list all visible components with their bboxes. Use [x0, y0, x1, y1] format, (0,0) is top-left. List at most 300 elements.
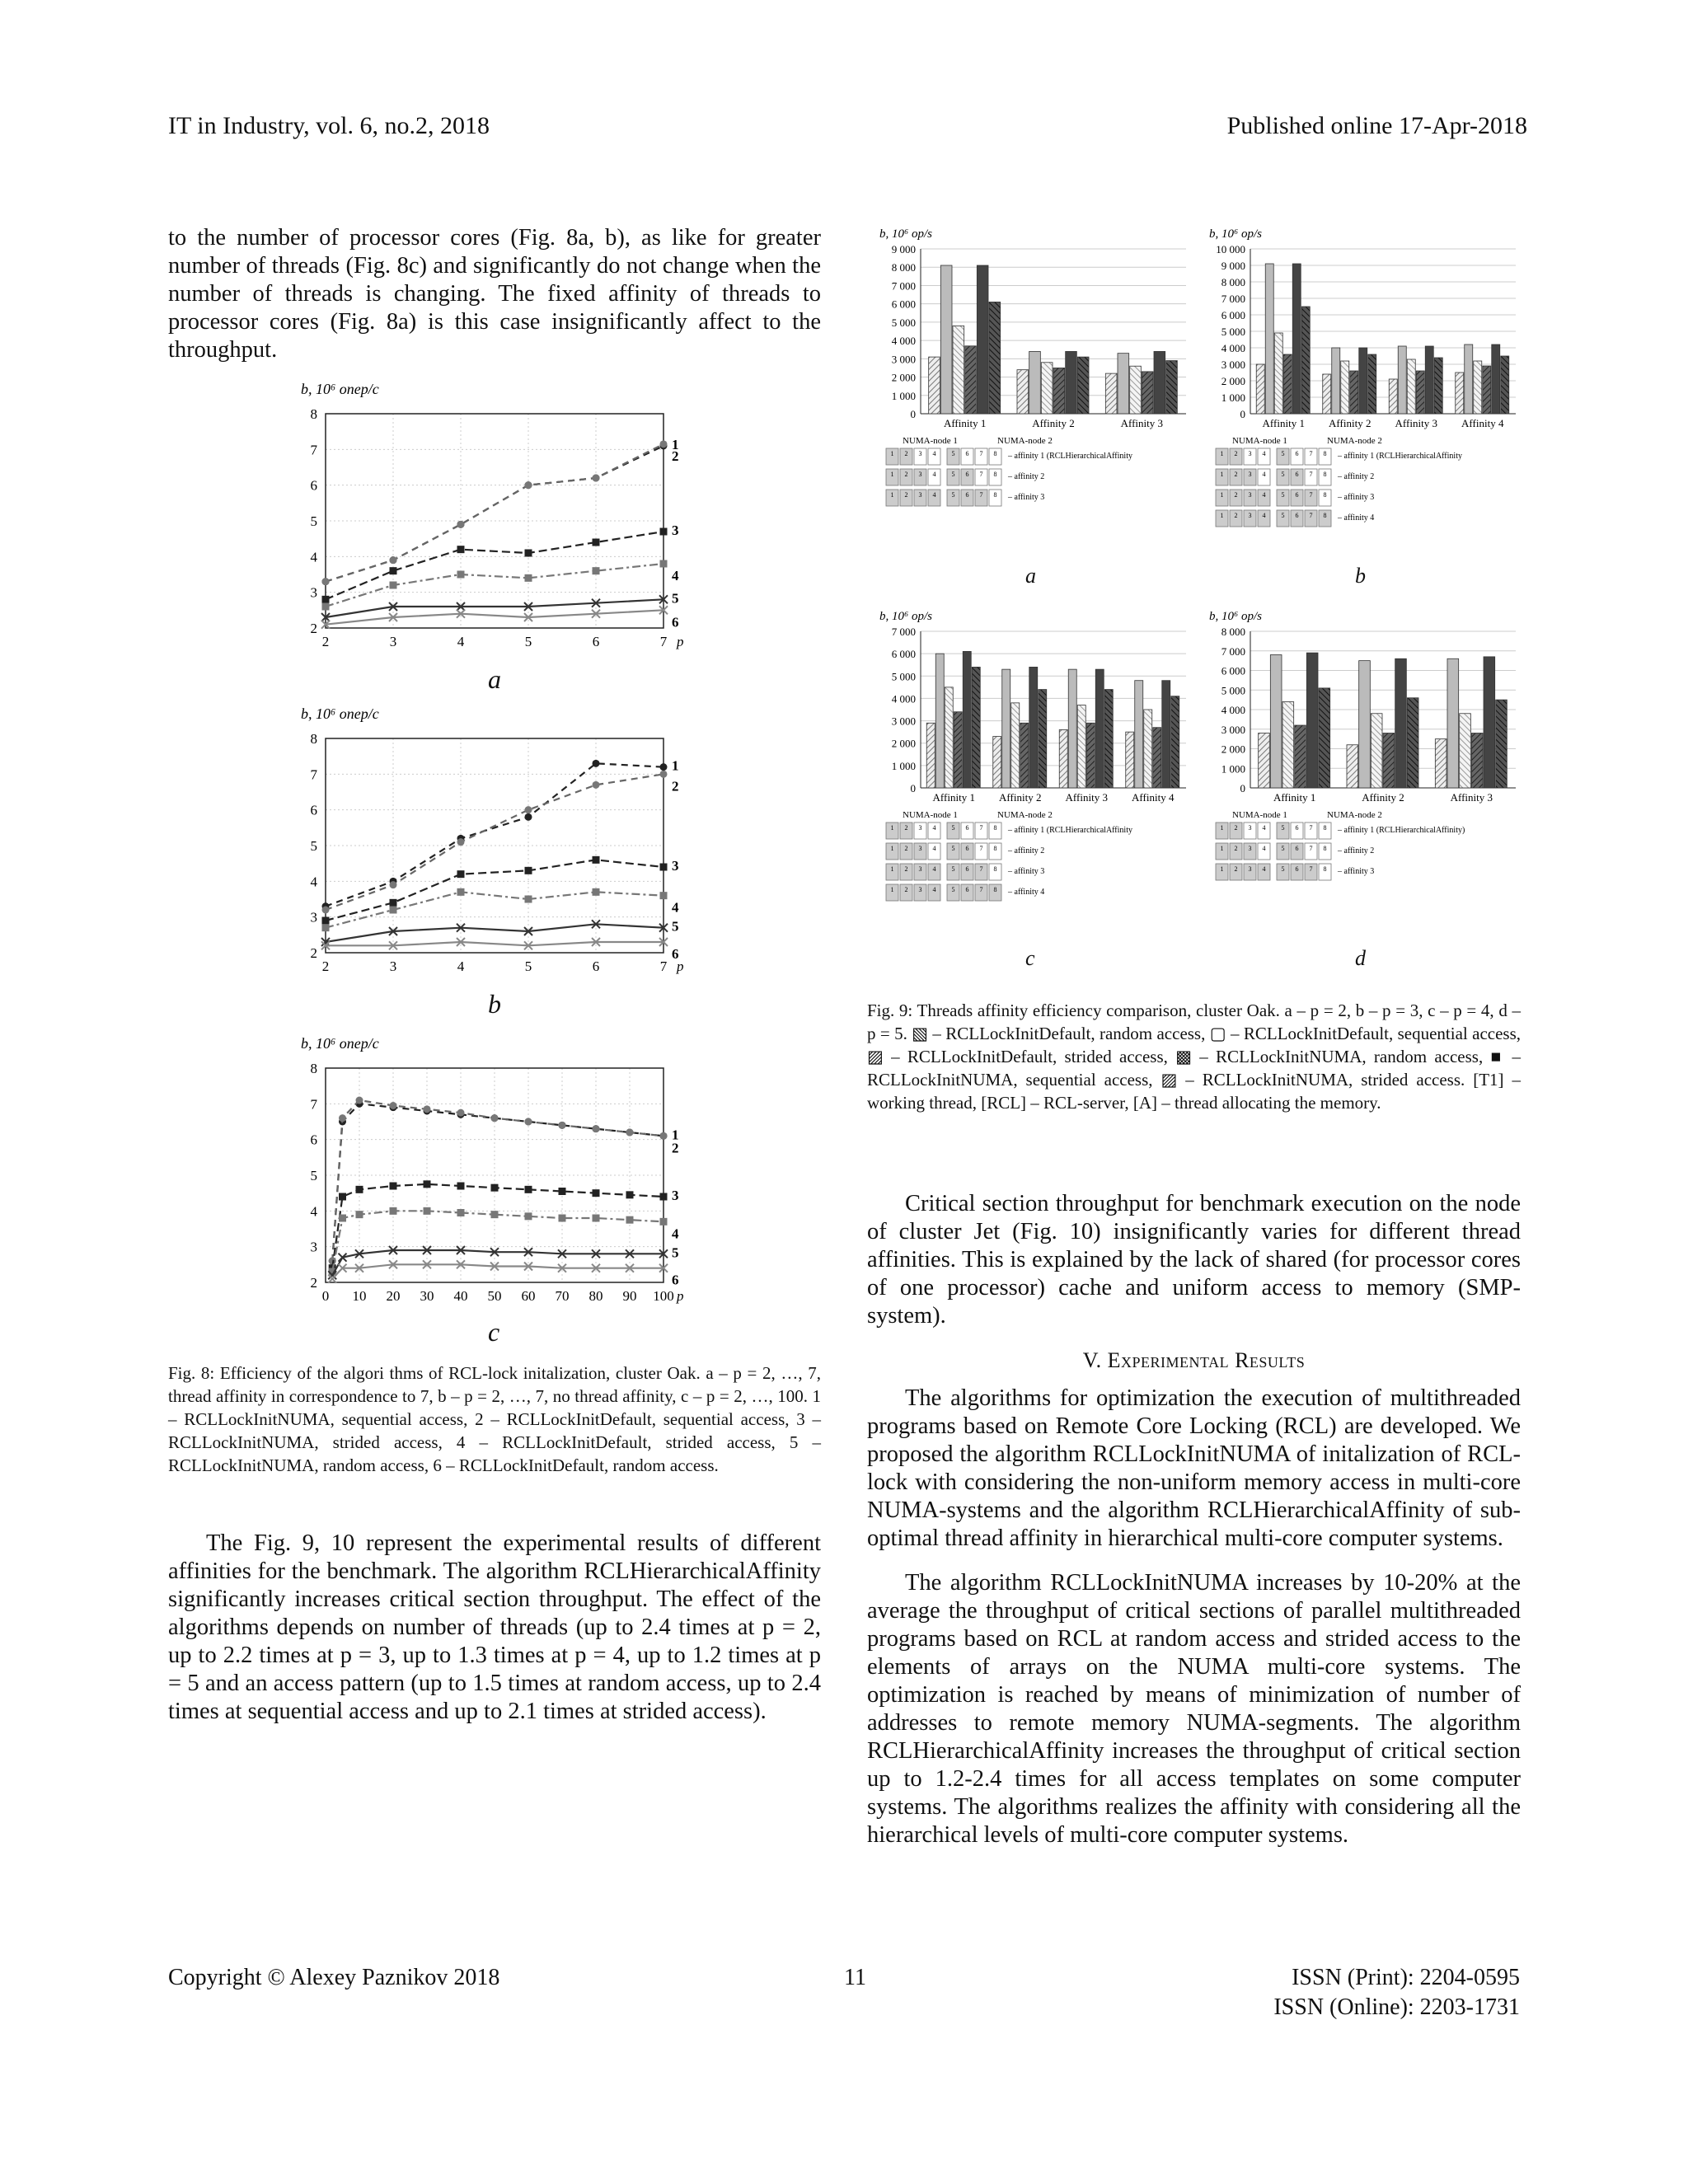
- data-point: [660, 892, 668, 899]
- y-tick-label: 2 000: [1221, 375, 1245, 387]
- core-number: 4: [1262, 471, 1266, 478]
- y-tick-label: 4: [310, 1203, 317, 1220]
- bar: [1171, 696, 1179, 788]
- fig8c-chart: [288, 1032, 701, 1312]
- core-number: 4: [1262, 865, 1266, 873]
- core-number: 4: [1262, 824, 1266, 832]
- series-line-6: [326, 942, 663, 945]
- category-label: Affinity 2: [999, 791, 1042, 804]
- bar: [1323, 374, 1331, 414]
- y-tick-label: 5 000: [891, 670, 916, 683]
- affinity-row-label: – affinity 2: [1338, 846, 1375, 855]
- y-tick-label: 5 000: [891, 316, 916, 329]
- category-label: Affinity 3: [1065, 791, 1108, 804]
- core-number: 3: [918, 450, 922, 457]
- core-number: 5: [951, 450, 955, 457]
- core-number: 2: [1234, 450, 1238, 457]
- bar: [1104, 690, 1113, 788]
- bar: [1347, 745, 1358, 788]
- data-point: [356, 1097, 363, 1104]
- data-point: [457, 1183, 465, 1190]
- category-label: Affinity 1: [943, 417, 987, 429]
- x-tick-label: 3: [389, 958, 397, 974]
- bar: [1130, 366, 1142, 414]
- y-tick-label: 8: [310, 406, 317, 422]
- y-tick-label: 2 000: [1221, 743, 1245, 756]
- bar: [1496, 700, 1507, 788]
- core-number: 1: [1220, 824, 1224, 832]
- data-point: [322, 917, 330, 925]
- bar: [1435, 739, 1447, 788]
- series-line-2: [332, 1100, 663, 1261]
- y-axis-label: b, 10⁶ op/s: [879, 610, 932, 623]
- right-paragraph-3: The algorithm RCLLockInitNUMA increases by 10-20% at the average the throughput of critical sections of parallel multithreaded programs based on RCL at random access and strided access to the elements of arrays on the NUMA multi-core systems. The optimization is reached by means of minimization of number of addresses to remote memory NUMA-segments. The algorithm RCLHierarchicalAffinity increases the throughput of critical section up to 1.2-2.4 times for all access templates on some computer systems. The algorithms realizes the affinity with considering all the hierarchical levels of multi-core computer systems.: [867, 1570, 1521, 1848]
- series-label: 5: [672, 918, 679, 935]
- y-tick-label: 6: [310, 477, 317, 494]
- data-point: [593, 760, 600, 767]
- affinity-row-label: – affinity 3: [1008, 493, 1045, 502]
- core-number: 7: [979, 824, 983, 832]
- fig8a-chart: [288, 377, 701, 658]
- left-body: [168, 1530, 821, 1742]
- data-point: [390, 1102, 397, 1109]
- data-point: [491, 1114, 499, 1122]
- data-point: [593, 475, 600, 482]
- bar: [1371, 714, 1382, 788]
- bar: [1126, 732, 1134, 788]
- bar: [1341, 361, 1349, 414]
- footer-issn-online: ISSN (Online): 2203-1731: [1273, 1994, 1520, 2020]
- data-point: [390, 881, 397, 888]
- series-line-6: [332, 1264, 663, 1278]
- data-point: [322, 924, 330, 931]
- data-point: [660, 1132, 668, 1140]
- core-number: 6: [1295, 471, 1299, 478]
- bar: [1142, 372, 1153, 414]
- core-number: 3: [1248, 450, 1252, 457]
- bar: [1144, 710, 1152, 788]
- numa-label: NUMA-node 2: [997, 436, 1053, 446]
- y-tick-label: 4 000: [1221, 704, 1245, 716]
- core-number: 6: [965, 471, 969, 478]
- bar: [1011, 703, 1020, 788]
- intro-paragraph: to the number of processor cores (Fig. 8a, b), as like for greater number of threads (Fig. 8c) and significantly do not change when the number of threads is changing. The fixed affinity of threads to processor cores (Fig. 8a) is this case insignificantly affect to the throughput.: [168, 225, 821, 363]
- core-number: 5: [951, 845, 955, 852]
- footer-page-number: 11: [844, 1965, 866, 1990]
- series-label: 6: [672, 946, 679, 962]
- x-axis-label: p: [677, 1288, 684, 1304]
- core-number: 4: [932, 450, 936, 457]
- core-number: 2: [1234, 845, 1238, 852]
- affinity-row-label: – affinity 3: [1008, 867, 1045, 876]
- y-axis-label: b, 10⁶ опер/с: [301, 381, 379, 397]
- bar: [1332, 348, 1340, 414]
- data-point: [525, 574, 532, 582]
- core-number: 5: [951, 471, 955, 478]
- x-tick-label: 0: [321, 1288, 330, 1304]
- fig8b-label: b: [488, 989, 501, 1019]
- x-axis-label: p: [677, 634, 684, 649]
- series-line-4: [326, 564, 663, 607]
- data-point: [339, 1215, 346, 1222]
- core-number: 4: [1262, 512, 1266, 519]
- y-axis-label: b, 10⁶ op/s: [1209, 610, 1262, 623]
- core-number: 6: [1295, 845, 1299, 852]
- affinity-row-label: – affinity 1 (RCLHierarchicalAffinity: [1008, 452, 1132, 461]
- series-label: 1: [672, 757, 679, 774]
- core-number: 5: [951, 824, 955, 832]
- core-number: 3: [918, 845, 922, 852]
- bar: [1077, 705, 1085, 788]
- core-number: 8: [993, 471, 997, 478]
- core-number: 1: [1220, 845, 1224, 852]
- bar: [1282, 702, 1294, 789]
- bar: [1270, 655, 1282, 789]
- bar: [1002, 669, 1010, 788]
- data-point: [593, 1125, 600, 1132]
- core-number: 5: [1281, 491, 1285, 499]
- bar: [1118, 354, 1129, 414]
- x-tick-label: 20: [386, 1288, 401, 1304]
- core-number: 4: [1262, 491, 1266, 499]
- category-label: Affinity 2: [1329, 417, 1372, 429]
- bar: [1259, 733, 1270, 789]
- x-axis-label: p: [677, 958, 684, 974]
- bar: [954, 712, 962, 788]
- affinity-row-label: – affinity 2: [1338, 472, 1375, 481]
- bar: [1407, 359, 1415, 414]
- series-label: 3: [672, 858, 679, 874]
- y-axis-label: b, 10⁶ op/s: [1209, 227, 1262, 241]
- core-number: 1: [890, 491, 894, 499]
- affinity-row-label: – affinity 3: [1338, 867, 1375, 876]
- y-tick-label: 5: [310, 838, 317, 854]
- series-label: 1: [672, 1127, 679, 1143]
- category-label: Affinity 4: [1461, 417, 1504, 429]
- core-number: 7: [1309, 471, 1313, 478]
- x-tick-label: 2: [321, 634, 330, 649]
- core-number: 2: [904, 471, 908, 478]
- series-label: 3: [672, 1188, 679, 1203]
- y-tick-label: 6: [310, 802, 317, 818]
- bar: [1434, 358, 1442, 414]
- data-point: [525, 1212, 532, 1220]
- bar: [1095, 669, 1104, 788]
- y-tick-label: 5: [310, 513, 317, 529]
- y-tick-label: 3 000: [891, 353, 916, 366]
- fig9b-chart: [1199, 224, 1529, 546]
- bar: [1484, 657, 1495, 788]
- y-tick-label: 4 000: [891, 335, 916, 348]
- y-tick-label: 0: [910, 782, 916, 794]
- core-number: 5: [1281, 824, 1285, 832]
- core-number: 7: [979, 865, 983, 873]
- bar: [963, 651, 971, 788]
- numa-label: NUMA-node 2: [1327, 810, 1382, 820]
- core-number: 7: [979, 450, 983, 457]
- core-number: 8: [1323, 471, 1327, 478]
- x-tick-label: 4: [457, 634, 465, 649]
- data-point: [660, 440, 668, 448]
- core-number: 6: [965, 886, 969, 893]
- y-tick-label: 2: [310, 1275, 317, 1291]
- bar: [1465, 344, 1473, 414]
- series-label: 4: [672, 568, 679, 583]
- x-tick-label: 70: [555, 1288, 570, 1304]
- series-label: 4: [672, 1226, 679, 1242]
- series-line-4: [326, 892, 663, 927]
- bar: [1265, 264, 1273, 414]
- core-number: 6: [1295, 512, 1299, 519]
- core-number: 1: [1220, 450, 1224, 457]
- core-number: 1: [1220, 491, 1224, 499]
- x-tick-label: 5: [524, 634, 532, 649]
- data-point: [390, 907, 397, 914]
- data-point: [390, 567, 397, 574]
- core-number: 7: [1309, 512, 1313, 519]
- bar: [1153, 728, 1161, 788]
- affinity-row-label: – affinity 4: [1338, 513, 1375, 523]
- bar: [1416, 371, 1424, 414]
- fig8c-label: c: [488, 1317, 500, 1347]
- x-tick-label: 90: [622, 1288, 637, 1304]
- core-number: 2: [904, 845, 908, 852]
- bar: [1501, 356, 1509, 414]
- fig9d-label: d: [1355, 946, 1366, 970]
- y-tick-label: 1 000: [1221, 762, 1245, 776]
- series-label: 1: [672, 437, 679, 452]
- x-tick-label: 4: [457, 958, 465, 974]
- bar: [989, 302, 1001, 414]
- right-paragraph-1: Critical section throughput for benchmark execution on the node of cluster Jet (Fig. 10) insignificantly varies for different thread affinities. This is explained by the lack of shared (for processor cores of one processor) cache and uniform access to memory (SMP-system).: [867, 1191, 1521, 1329]
- core-number: 3: [1248, 865, 1252, 873]
- fig9a-chart: [870, 224, 1199, 546]
- core-number: 2: [1234, 865, 1238, 873]
- core-number: 1: [890, 845, 894, 852]
- y-tick-label: 3: [310, 1239, 317, 1255]
- data-point: [660, 864, 668, 871]
- core-number: 1: [1220, 512, 1224, 519]
- core-number: 2: [904, 865, 908, 873]
- data-point: [525, 806, 532, 813]
- bar: [1395, 658, 1407, 788]
- bar: [929, 357, 940, 414]
- data-point: [491, 1211, 499, 1218]
- y-tick-label: 5 000: [1221, 684, 1245, 697]
- core-number: 5: [951, 491, 955, 499]
- y-tick-label: 5: [310, 1168, 317, 1183]
- data-point: [525, 813, 532, 821]
- data-point: [559, 1188, 566, 1195]
- data-point: [626, 1216, 634, 1224]
- bar: [1474, 361, 1482, 414]
- bar: [953, 326, 964, 414]
- core-number: 8: [993, 845, 997, 852]
- core-number: 4: [932, 865, 936, 873]
- core-number: 8: [993, 886, 997, 893]
- bar: [1447, 658, 1459, 788]
- category-label: Affinity 2: [1032, 417, 1075, 429]
- x-tick-label: 100: [653, 1288, 674, 1304]
- core-number: 8: [1323, 512, 1327, 519]
- data-point: [525, 550, 532, 557]
- data-point: [457, 571, 465, 579]
- x-tick-label: 7: [659, 958, 668, 974]
- data-point: [660, 1218, 668, 1226]
- bar: [1407, 698, 1418, 788]
- y-tick-label: 6 000: [1221, 309, 1245, 321]
- affinity-row-label: – affinity 2: [1008, 846, 1045, 855]
- series-label: 4: [672, 899, 679, 916]
- data-point: [660, 763, 668, 771]
- bar: [935, 654, 944, 788]
- data-point: [356, 1211, 363, 1218]
- bar: [1256, 364, 1264, 414]
- data-point: [626, 1129, 634, 1137]
- core-number: 4: [1262, 845, 1266, 852]
- core-number: 7: [1309, 845, 1313, 852]
- bar: [1041, 363, 1053, 414]
- core-number: 1: [890, 450, 894, 457]
- core-number: 8: [1323, 824, 1327, 832]
- data-point: [559, 1122, 566, 1129]
- series-line-1: [326, 763, 663, 906]
- bar: [1398, 346, 1406, 414]
- data-point: [660, 528, 668, 536]
- data-point: [457, 870, 465, 878]
- category-label: Affinity 3: [1120, 417, 1164, 429]
- core-number: 6: [1295, 450, 1299, 457]
- series-line-6: [326, 610, 663, 624]
- x-tick-label: 2: [321, 958, 330, 974]
- y-tick-label: 6 000: [1221, 664, 1245, 677]
- bar: [1483, 366, 1491, 414]
- fig9c-chart: [870, 607, 1199, 936]
- core-number: 4: [1262, 450, 1266, 457]
- affinity-row-label: – affinity 2: [1008, 472, 1045, 481]
- affinity-row-label: – affinity 1 (RCLHierarchicalAffinity: [1008, 826, 1132, 835]
- core-number: 5: [1281, 845, 1285, 852]
- right-body: [867, 1190, 1521, 1866]
- series-line-2: [326, 774, 663, 910]
- right-paragraph-2: The algorithms for optimization the execution of multithreaded programs based on Remote Core Locking (RCL) are developed. We proposed the algorithm RCLLockInitNUMA of initalization of RCL-lock with considering the non-uniform memory access in multi-core NUMA-systems and the algorithm RCLHierarchicalAffinity of sub-optimal thread affinity in hierarchical multi-core computer systems.: [867, 1385, 1521, 1551]
- data-point: [593, 567, 600, 574]
- fig9a-label: a: [1025, 564, 1036, 588]
- data-point: [390, 582, 397, 589]
- data-point: [525, 481, 532, 489]
- x-tick-label: 6: [592, 634, 600, 649]
- y-tick-label: 3 000: [1221, 723, 1245, 736]
- bar: [926, 723, 935, 788]
- bar: [1162, 681, 1170, 788]
- data-point: [525, 1118, 532, 1126]
- data-point: [457, 521, 465, 528]
- core-number: 5: [1281, 865, 1285, 873]
- y-tick-label: 1 000: [1221, 391, 1245, 404]
- series-label: 5: [672, 1244, 679, 1261]
- left-intro: [168, 224, 821, 381]
- y-tick-label: 7: [310, 1096, 317, 1113]
- core-number: 1: [890, 865, 894, 873]
- data-point: [593, 781, 600, 789]
- y-tick-label: 0: [1240, 782, 1245, 794]
- y-tick-label: 5 000: [1221, 326, 1245, 338]
- bar: [1319, 688, 1330, 788]
- bar: [1283, 354, 1292, 414]
- numa-label: NUMA-node 1: [903, 436, 958, 446]
- bar: [1053, 368, 1065, 414]
- core-number: 3: [918, 824, 922, 832]
- affinity-row-label: – affinity 4: [1008, 888, 1045, 897]
- y-tick-label: 7 000: [891, 626, 916, 638]
- category-label: Affinity 2: [1362, 791, 1404, 804]
- core-number: 8: [1323, 491, 1327, 499]
- series-label: 3: [672, 523, 679, 538]
- numa-label: NUMA-node 2: [1327, 436, 1382, 446]
- fig8-caption: Fig. 8: Efficiency of the algori thms of RCL-lock initalization, cluster Oak. a – p = 2, …, 7, thread affinity in correspondence to 7, b – p = 2, …, 7, no thread affinity, c – p = 2, …, 100. 1 – RCLLockInitNUMA, sequential access, 2 – RCLLockInitDefault, sequential access, 3 – RCLLockInitNUMA, strided access, 4 – RCLLockInitDefault, strided access, 5 – RCLLockInitNUMA, random access, 6 – RCLLockInitDefault, random access.: [168, 1363, 821, 1475]
- data-point: [322, 596, 330, 603]
- data-point: [593, 856, 600, 864]
- core-number: 3: [918, 491, 922, 499]
- core-number: 7: [979, 886, 983, 893]
- numa-label: NUMA-node 1: [1232, 810, 1287, 820]
- core-number: 1: [1220, 471, 1224, 478]
- data-point: [559, 1215, 566, 1222]
- core-number: 7: [1309, 865, 1313, 873]
- core-number: 2: [1234, 824, 1238, 832]
- core-number: 6: [1295, 491, 1299, 499]
- fig9b-label: b: [1355, 564, 1366, 588]
- series-label: 2: [672, 1140, 679, 1156]
- series-label: 2: [672, 778, 679, 794]
- y-tick-label: 7 000: [1221, 293, 1245, 305]
- data-point: [525, 896, 532, 903]
- series-line-3: [326, 860, 663, 921]
- x-tick-label: 5: [524, 958, 532, 974]
- series-label: 5: [672, 590, 679, 607]
- bar: [1029, 667, 1038, 788]
- core-number: 3: [918, 886, 922, 893]
- data-point: [626, 1191, 634, 1198]
- data-point: [424, 1180, 431, 1188]
- footer-copyright: Copyright © Alexey Paznikov 2018: [168, 1965, 500, 1990]
- y-tick-label: 6 000: [891, 298, 916, 311]
- core-number: 2: [904, 491, 908, 499]
- x-tick-label: 50: [487, 1288, 502, 1304]
- bar: [1135, 681, 1143, 788]
- y-tick-label: 4 000: [1221, 342, 1245, 354]
- core-number: 3: [1248, 512, 1252, 519]
- series-line-3: [326, 532, 663, 599]
- bar: [1456, 373, 1464, 414]
- bar: [1274, 333, 1282, 414]
- y-tick-label: 3: [310, 584, 317, 601]
- x-tick-label: 60: [521, 1288, 536, 1304]
- core-number: 7: [1309, 450, 1313, 457]
- fig8b-chart: [288, 702, 701, 982]
- core-number: 5: [951, 886, 955, 893]
- data-point: [457, 888, 465, 896]
- left-paragraph-2: The Fig. 9, 10 represent the experimental results of different affinities for the benchmark. The algorithm RCLHierarchicalAffinity significantly increases critical section throughput. The effect of the algorithms depends on number of threads (up to 2.4 times at p = 2, up to 2.2 times at p = 3, up to 1.3 times at p = 4, up to 1.2 times at p = 5 and an access pattern (up to 1.5 times at random access, up to 2.4 times at sequential access and up to 2.1 times at strided access).: [168, 1530, 821, 1724]
- series-line-2: [326, 444, 663, 582]
- bar: [1301, 307, 1310, 414]
- bar: [1292, 264, 1301, 414]
- core-number: 4: [932, 471, 936, 478]
- bar: [940, 265, 952, 414]
- bar: [965, 346, 977, 414]
- core-number: 2: [904, 450, 908, 457]
- y-tick-label: 7 000: [891, 279, 916, 293]
